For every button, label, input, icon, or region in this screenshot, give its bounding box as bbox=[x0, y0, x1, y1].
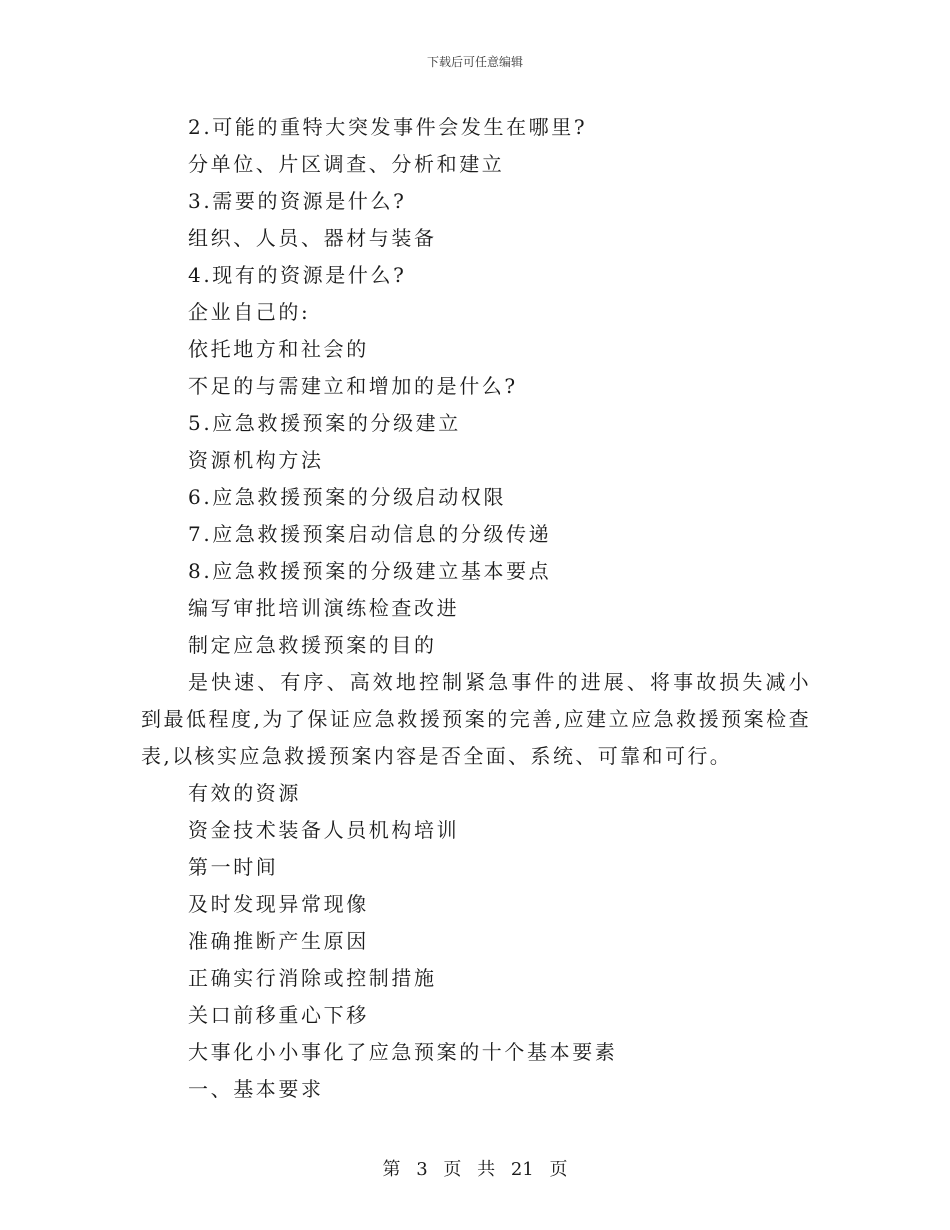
text-line: 编写审批培训演练检查改进 bbox=[188, 596, 460, 620]
text-line: 及时发现异常现像 bbox=[188, 892, 369, 916]
text-line: 资金技术装备人员机构培训 bbox=[188, 818, 460, 842]
text-line: 资源机构方法 bbox=[188, 448, 324, 472]
text-line: 8.应急救援预案的分级建立基本要点 bbox=[188, 559, 552, 583]
text-line: 企业自己的: bbox=[188, 300, 311, 324]
text-line: 准确推断产生原因 bbox=[188, 929, 369, 953]
text-line: 4.现有的资源是什么? bbox=[188, 263, 407, 287]
page-footer: 第 3 页 共 21 页 bbox=[382, 1159, 568, 1180]
text-line: 3.需要的资源是什么? bbox=[188, 189, 407, 213]
text-line: 第一时间 bbox=[188, 855, 279, 879]
text-line: 6.应急救援预案的分级启动权限 bbox=[188, 485, 507, 509]
text-line: 正确实行消除或控制措施 bbox=[188, 966, 437, 990]
text-line: 关口前移重心下移 bbox=[188, 1003, 369, 1027]
text-line: 7.应急救援预案启动信息的分级传递 bbox=[188, 522, 552, 546]
text-line: 2.可能的重特大突发事件会发生在哪里? bbox=[188, 115, 588, 139]
text-line: 5.应急救援预案的分级建立 bbox=[188, 411, 461, 435]
page-header: 下载后可任意编辑 bbox=[426, 55, 523, 69]
text-line: 有效的资源 bbox=[188, 781, 301, 805]
body-paragraph: 是快速、有序、高效地控制紧急事件的进展、将事故损失减小到最低程度,为了保证应急救援预案的完善,应建立应急救援预案检查表,以核实应急救援预案内容是否全面、系统、可靠和可行。 bbox=[141, 670, 811, 768]
text-line: 分单位、片区调查、分析和建立 bbox=[188, 152, 505, 176]
text-line: 不足的与需建立和增加的是什么? bbox=[188, 374, 518, 398]
text-line: 大事化小小事化了应急预案的十个基本要素 bbox=[188, 1040, 618, 1064]
text-line: 依托地方和社会的 bbox=[188, 337, 369, 361]
text-line: 组织、人员、器材与装备 bbox=[188, 226, 437, 250]
text-line: 制定应急救援预案的目的 bbox=[188, 633, 437, 657]
section-heading: 一、基本要求 bbox=[188, 1077, 324, 1101]
